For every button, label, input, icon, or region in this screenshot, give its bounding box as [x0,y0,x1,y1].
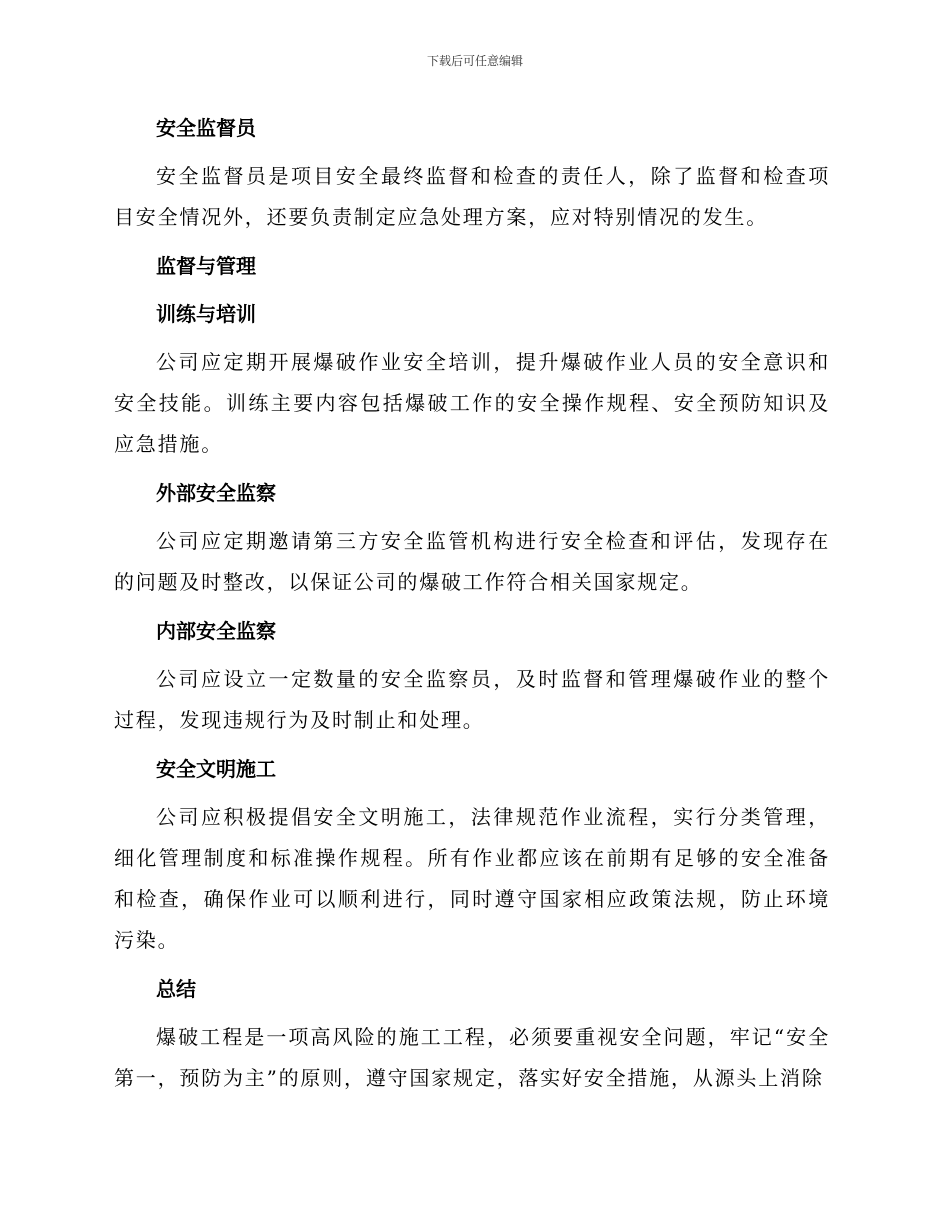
section-heading: 安全文明施工 [156,757,276,781]
subsection-heading: 内部安全监察 [156,619,276,643]
subsection-heading: 训练与培训 [156,302,256,326]
section-heading: 安全监督员 [156,116,256,140]
section-heading: 监督与管理 [156,254,256,278]
paragraph: 公司应设立一定数量的安全监察员，及时监督和管理爆破作业的整个过程，发现违规行为及时制止和处理。 [114,667,830,732]
section-heading: 总结 [156,977,196,1001]
paragraph: 公司应定期邀请第三方安全监管机构进行安全检查和评估，发现存在的问题及时整改，以保证公司的爆破工作符合相关国家规定。 [114,529,830,594]
document-body [114,108,830,1099]
paragraph: 爆破工程是一项高风险的施工工程，必须要重视安全问题，牢记“安全第一，预防为主”的原则，遵守国家规定，落实好安全措施，从源头上消除 [114,1025,830,1090]
subsection-heading: 外部安全监察 [156,481,276,505]
paragraph: 安全监督员是项目安全最终监督和检查的责任人，除了监督和检查项目安全情况外，还要负责制定应急处理方案，应对特别情况的发生。 [114,164,830,229]
paragraph: 公司应定期开展爆破作业安全培训，提升爆破作业人员的安全意识和安全技能。训练主要内容包括爆破工作的安全操作规程、安全预防知识及应急措施。 [114,350,830,456]
page-header: 下载后可任意编辑 [426,54,523,68]
paragraph: 公司应积极提倡安全文明施工，法律规范作业流程，实行分类管理，细化管理制度和标准操作规程。所有作业都应该在前期有足够的安全准备和检查，确保作业可以顺利进行，同时遵守国家相应政策法规，防止环境污染。 [114,805,830,952]
